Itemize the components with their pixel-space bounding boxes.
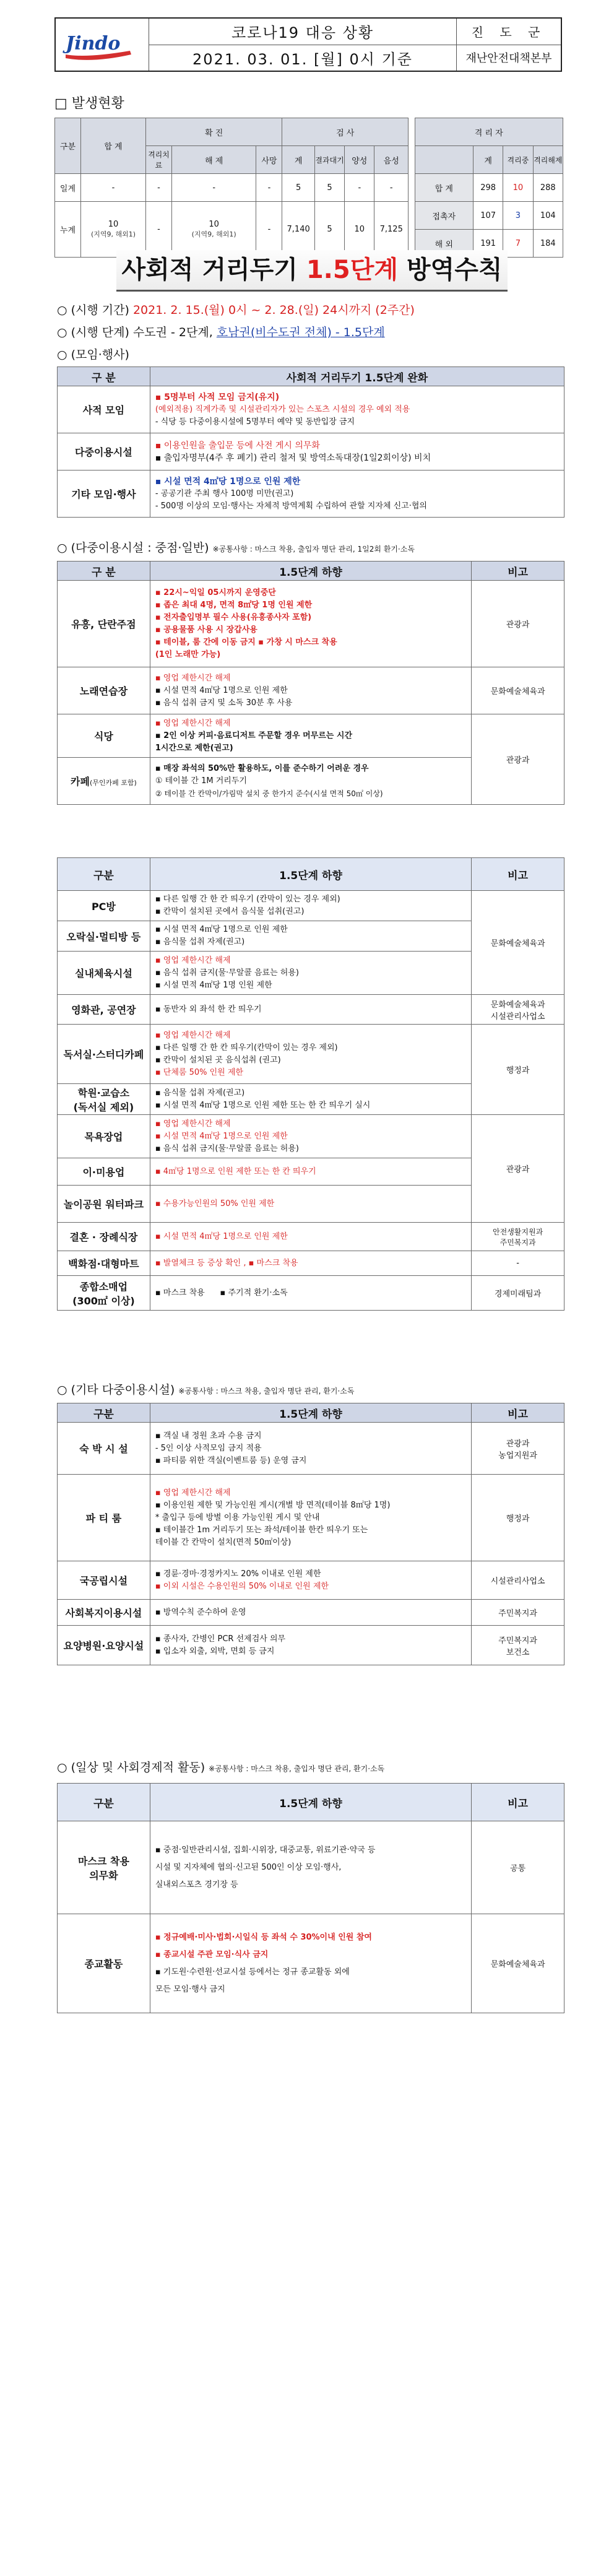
rules-title: 사회적 거리두기 1.5단계 방역수칙	[116, 250, 508, 292]
sub-isol-now: 격리중	[503, 146, 533, 174]
other-table: 구분 1.5단계 하향 비고 숙 박 시 설 ▪ 객실 내 정원 초과 수용 금지 - 5인 이상 사적모임 금지 적용 ▪ 파티룸 위한 객실(이벤트룸 등) 운영 금지 관광과 농업지원과 파 티 룸 ▪ 영업 제한시간 해제 ▪ 이용인원 제한 및 가능인원 게시(개별 방 면적(테이블 8㎡당 1명) * 출입구 등에 방별 이용 가능인원 게시 및 안내 ▪ 테이블간 1m 거리두기 또는 좌석/테이블 한칸 띄우기 또는 테이블 간 칸막이 설치(면적 50㎡이상) 행정과 국공립시설 ▪ 경륜·경마·경정카지노 20% 이내로 인원 제한 ▪ 이외 시설은 수용인원의 50% 이내로 인원 제한 시설관리사업소 사회복지이용시설 ▪ 방역수칙 준수하여 운영 주민복지과 요양병원·요양시설 ▪ 종사자, 간병인 PCR 선제검사 의무 ▪ 입소자 외출, 외박, 면회 등 금지 주민복지과 보건소	[57, 1403, 564, 1665]
col-confirmed: 확 진	[145, 118, 282, 146]
daily-heading: ○ (일상 및 사회경제적 활동) ※공통사항 : 마스크 착용, 출입자 명단 관리, 환기·소독	[57, 1761, 385, 1774]
sub-negative: 음성	[374, 146, 409, 174]
daily-table: 구분 1.5단계 하향 비고 마스크 착용 의무화 ▪ 중점·일반관리시설, 집회·시위장, 대중교통, 위료기관·약국 등 시설 및 지자체에 협의·신고된 500인 이상 모임·행사, 실내외스포츠 경기장 등 공통 종교활동 ▪ 정규예배·미사·법회·시일식 등 좌석 수 30%이내 인원 참여 ▪ 종교시설 주관 모임·식사 금지 ▪ 기도원·수련원·선교시설 등에서는 정규 종교활동 외에 모든 모임·행사 금지 문화예술체육과	[57, 1783, 564, 2013]
sub-isol-total: 계	[473, 146, 503, 174]
jindo-logo	[56, 19, 149, 71]
sub-release: 해 제	[171, 146, 256, 174]
multi-table-2: 구분 1.5단계 하향 비고 PC방 ▪ 다른 일행 간 한 칸 띄우기 (칸막이 있는 경우 제외) ▪ 칸막이 설치된 곳에서 음식물 섭취(권고) 문화예술체육과 오락실·멀티방 등 ▪ 시설 면적 4㎡당 1명으로 인원 제한 ▪ 음식물 섭취 자제(권고) 실내체육시설 ▪ 영업 제한시간 해제 ▪ 음식 섭취 금지(물·무알콜 음료는 허용) ▪ 시설 면적 4㎡당 1명 인원 제한 영화관, 공연장 ▪ 동반자 외 좌석 한 칸 띄우기 문화예술체육과 시설관리사업소 독서실·스터디카페 ▪ 영업 제한시간 해제 ▪ 다른 일행 간 한 칸 띄우기(칸막이 있는 경우 제외) ▪ 칸막이 설치된 곳 음식섭취 (권고) ▪ 단체룸 50% 인원 제한 행정과 학원·교습소 (독서실 제외) ▪ 음식물 섭취 자제(권고) ▪ 시설 면적 4㎡당 1명으로 인원 제한 또는 한 칸 띄우기 실시 목욕장업 ▪ 영업 제한시간 해제 ▪ 시설 면적 4㎡당 1명으로 인원 제한 ▪ 음식 섭취 금지(물·무알콜 음료는 허용) 관광과 이·미용업 ▪ 4㎡당 1명으로 인원 제한 또는 한 칸 띄우기 놀이공원 워터파크 ▪ 수용가능인원의 50% 인원 제한 결혼 · 장례식장 ▪ 시설 면적 4㎡당 1명으로 인원 제한 안전생활지원과 주민복지과 백화점·대형마트 ▪ 발열체크 등 증상 확인 , ▪ 마스크 착용 - 종합소매업 (300㎡ 이상) ▪ 마스크 착용 ▪ 주기적 환기·소독 경제미래팀과	[57, 857, 564, 1311]
org-name: 진 도 군	[457, 19, 561, 45]
org-dept: 재난안전대책본부	[465, 52, 552, 66]
multi-heading: ○ (다중이용시설 : 중점·일반) ※공통사항 : 마스크 착용, 출입자 명단 관리, 1일2회 환기·소독	[57, 541, 415, 555]
sub-death: 사망	[256, 146, 282, 174]
report-header	[54, 17, 562, 72]
gathering-table: 구 분 사회적 거리두기 1.5단계 완화 사적 모임 ▪ 5명부터 사적 모임 금지(유지) (예외적용) 직계가족 및 시설관리자가 있는 스포츠 시설의 경우 예외 적용 - 식당 등 다중이용시설에 5명부터 예약 및 동반입장 금지 다중이용시설 ▪ 이용인원을 출입문 등에 사전 게시 의무화 ▪ 출입자명부(4주 후 폐기) 관리 철저 및 방역소독대장(1일2회이상) 비치 기타 모임·행사 ▪ 시설 면적 4㎡당 1명으로 인원 제한 - 공공기관 주최 행사 100명 미만(권고) - 500명 이상의 모임·행사는 자체적 방역계획 수립하여 관할 지자체 신고·협의	[57, 366, 564, 518]
other-heading: ○ (기타 다중이용시설) ※공통사항 : 마스크 착용, 출입자 명단 관리, 환기·소독	[57, 1383, 355, 1397]
gathering-heading: ○ (모임·행사)	[57, 348, 129, 362]
sub-positive: 양성	[345, 146, 374, 174]
sub-test-total: 계	[282, 146, 314, 174]
col-test: 검 사	[282, 118, 409, 146]
report-title: 코로나19 대응 상황	[149, 19, 456, 45]
period-line: ○ (시행 기간) 2021. 2. 15.(월) 0시 ~ 2. 28.(일) 24시까지 (2주간)	[57, 303, 415, 317]
status-heading: □ 발생현황	[54, 96, 124, 111]
col-isolation: 격 리 자	[415, 118, 563, 146]
multi-table-1: 구 분 1.5단계 하향 비고 유흥, 단란주점 ▪ 22시~익일 05시까지 운영중단 ▪ 좁은 최대 4명, 면적 8㎡당 1명 인원 제한 ▪ 전자출입명부 필수 사용(유흥종사자 포함) ▪ 공용물품 사용 시 장갑사용 ▪ 테이블, 룸 간에 이동 금지 ▪ 가창 시 마스크 착용 (1인 노래만 가능) 관광과 노래연습장 ▪ 영업 제한시간 해제 ▪ 시설 면적 4㎡당 1명으로 인원 제한 ▪ 음식 섭취 금지 및 소독 30분 후 사용 문화예술체육과 식당 ▪ 영업 제한시간 해제 ▪ 2인 이상 커피·음료디저트 주문할 경우 머무르는 시간 1시간으로 제한(권고) 관광과 카페(무인카페 포함) ▪ 매장 좌석의 50%만 활용하도, 이를 준수하기 어려운 경우 ① 테이블 간 1M 거리두기 ② 테이블 간 칸막이/가림막 설치 중 한가지 준수(시설 면적 50㎡ 이상)	[57, 561, 564, 805]
sub-test-wait: 결과대기	[314, 146, 344, 174]
stage-line: ○ (시행 단계) 수도권 - 2단계, 호남권(비수도권 전체) - 1.5단계	[57, 326, 385, 339]
col-type: 구분	[55, 118, 81, 174]
jindo-logo-icon	[62, 26, 142, 63]
report-date: 2021. 03. 01. [월] 0시 기준	[192, 50, 413, 68]
sub-isol-released: 격리해제	[533, 146, 563, 174]
col-total: 합 계	[80, 118, 145, 174]
status-table: 구분 합 계 확 진 검 사 격 리 자 격리치료 해 제 사망 계 결과대기 양성 음성 계 격리중 격리해제 일계 - - - - 5 5 - - 합 계 298 10 288 누계 10 (지역9, 해외1) - 10 (지역9, 해외1) - 7,140 5 10 7,125 접촉자 107 3 104 해 외 191 7 184	[54, 118, 563, 258]
sub-isol-treat: 격리치료	[145, 146, 171, 174]
logo-text: Jindo	[66, 33, 121, 54]
row-cumulative: 누계 10 (지역9, 해외1) - 10 (지역9, 해외1) - 7,140 5 10 7,125 접촉자 107 3 104	[55, 202, 563, 230]
row-today: 일계 - - - - 5 5 - - 합 계 298 10 288	[55, 174, 563, 202]
